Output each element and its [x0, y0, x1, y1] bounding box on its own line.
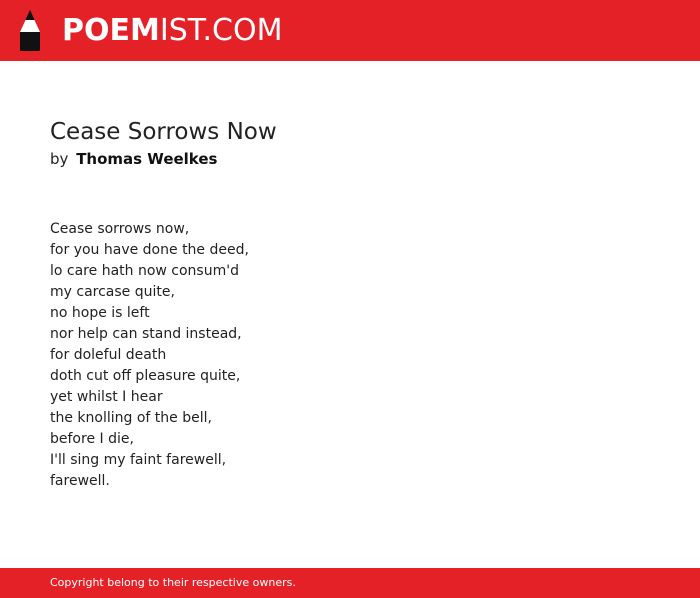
copyright-text: Copyright belong to their respective owners.: [50, 576, 296, 589]
author-link[interactable]: Thomas Weelkes: [76, 150, 218, 168]
poem-line: the knolling of the bell,: [50, 410, 212, 426]
poem-line: for doleful death: [50, 347, 167, 363]
poem-line: yet whilst I hear: [50, 389, 163, 405]
poem-line: doth cut off pleasure quite,: [50, 368, 241, 384]
poem-line: Cease sorrows now,: [50, 221, 190, 237]
by-label: by: [50, 150, 69, 168]
poem-line: before I die,: [50, 431, 134, 447]
poem-title: Cease Sorrows Now: [50, 119, 277, 145]
poem-line: lo care hath now consum'd: [50, 263, 239, 279]
poem-line: for you have done the deed,: [50, 242, 249, 258]
poem-line: farewell.: [50, 473, 110, 489]
poem-line: no hope is left: [50, 305, 150, 321]
poem-body: [50, 219, 249, 492]
site-header: [0, 0, 700, 61]
poem-line: my carcase quite,: [50, 284, 175, 300]
site-footer: [0, 568, 700, 598]
brand-light-text: IST.COM: [159, 13, 283, 48]
brand-bold-text: POEM: [62, 13, 160, 48]
pencil-icon[interactable]: [18, 10, 42, 51]
byline: [50, 148, 217, 170]
site-brand-link[interactable]: [62, 12, 282, 50]
poem-line: nor help can stand instead,: [50, 326, 242, 342]
poem-line: I'll sing my faint farewell,: [50, 452, 227, 468]
